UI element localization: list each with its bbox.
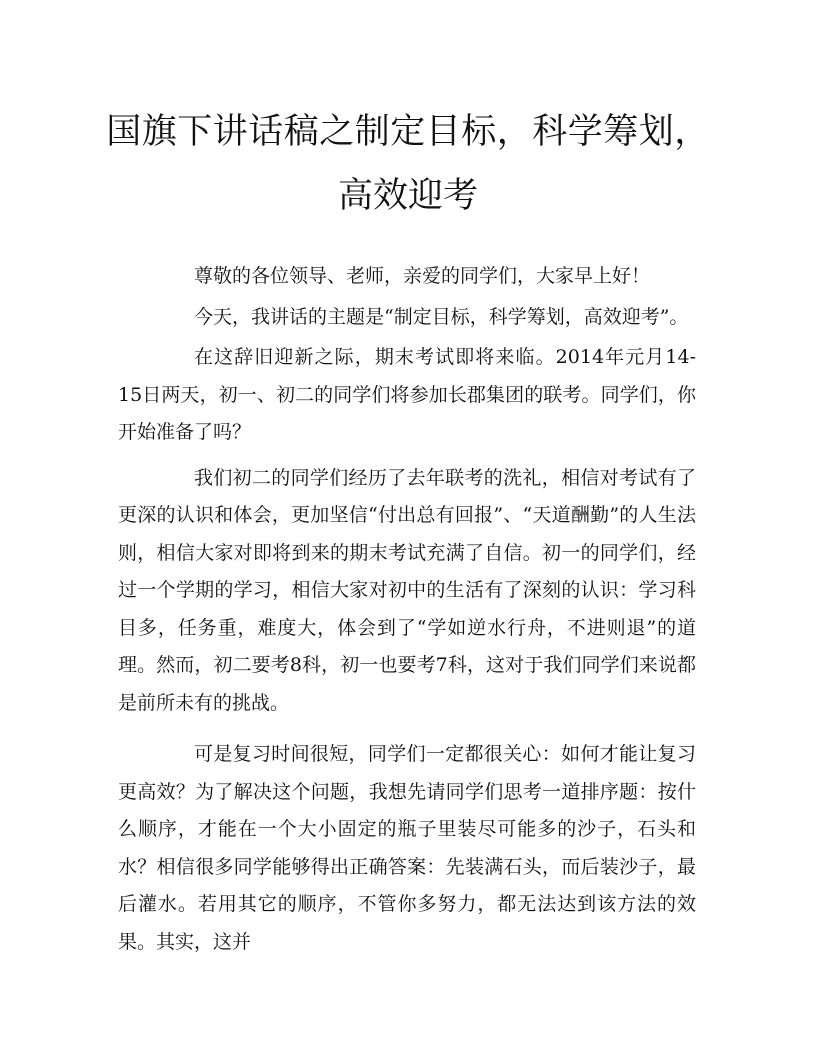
document-title-line-1: 国旗下讲话稿之制定目标，科学筹划， (106, 112, 710, 152)
document-title-line-2: 高效迎考 (337, 176, 478, 216)
paragraph-greeting: 尊敬的各位领导、老师，亲爱的同学们，大家早上好！ (194, 265, 651, 287)
paragraph-exam-announcement: 在这辞旧迎新之际，期末考试即将来临。2014年元月14-15日两天，初一、初二的同学们将参加长郡集团的联考。同学们，你开始准备了吗？ (118, 346, 696, 443)
document-body (118, 258, 696, 961)
paragraph-review-efficiency: 可是复习时间很短，同学们一定都很关心：如何才能让复习更高效？为了解决这个问题，我想先请同学们思考一道排序题：按什么顺序，才能在一个大小固定的瓶子里装尽可能多的沙子，石头和水？相信很多同学能够得出正确答案：先装满石头，而后装沙子，最后灌水。若用其它的顺序，不管你多努力，都无法达到该方法的效果。其实，这并 (118, 743, 696, 953)
paragraph-students-experience: 我们初二的同学们经历了去年联考的洗礼，相信对考试有了更深的认识和体会，更加坚信“付出总有回报”、“天道酬勤”的人生法则，相信大家对即将到来的期末考试充满了自信。初一的同学们，经过一个学期的学习，相信大家对初中的生活有了深刻的认识：学习科目多，任务重，难度大，体会到了“学如逆水行舟，不进则退”的道理。然而，初二要考8科，初一也要考7科，这对于我们同学们来说都是前所未有的挑战。 (118, 466, 696, 714)
paragraph-topic: 今天，我讲话的主题是“制定目标，科学筹划，高效迎考”。 (194, 305, 689, 328)
